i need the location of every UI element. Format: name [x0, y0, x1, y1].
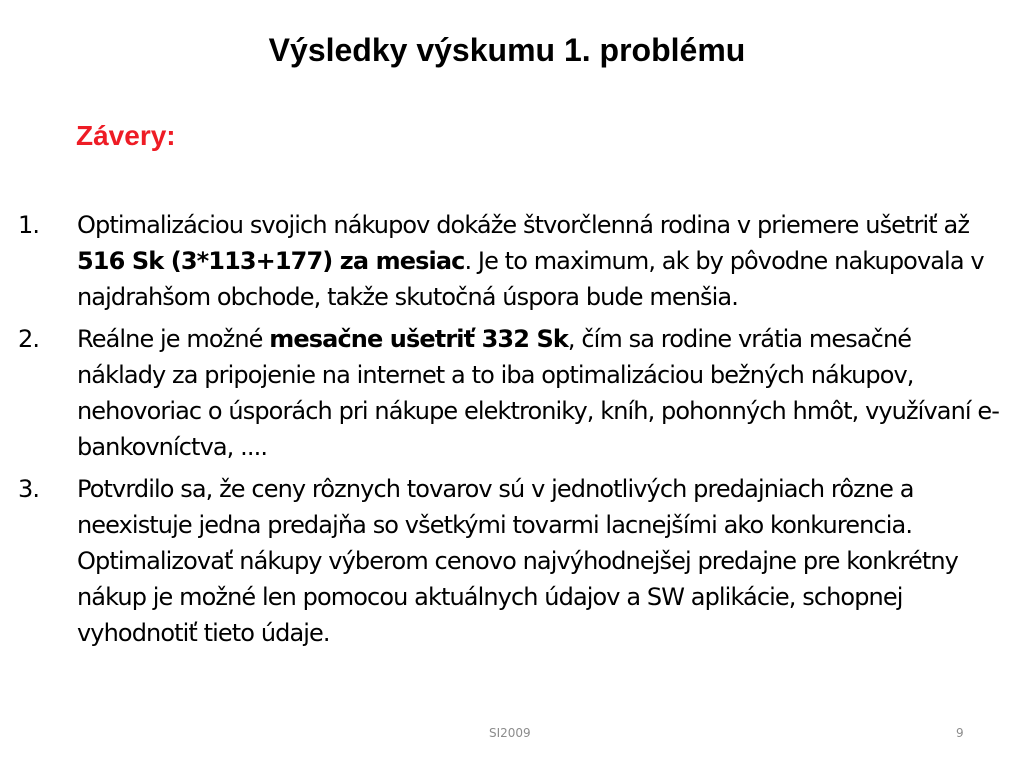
- list-item: [0, 471, 1004, 651]
- footer-label: SI2009: [489, 726, 531, 740]
- slide-title: Výsledky výskumu 1. problému: [268, 32, 746, 68]
- list-item-emphasis: mesačne ušetriť 332 Sk: [269, 325, 568, 353]
- list-item-text: , čím sa rodine vrátia mesačné náklady za pripojenie na internet a to iba optimalizáciou bežných nákupov, nehovoriac o úsporách pri nákupe elektroniky, kníh, pohonných hmôt, využívaní e-bankovníctva, ....: [77, 325, 999, 461]
- list-item-text: Reálne je možné: [77, 325, 270, 353]
- page-number: 9: [956, 726, 964, 740]
- list-item: [0, 207, 1004, 315]
- list-item-text: . Je to maximum, ak by pôvodne nakupovala v najdrahšom obchode, takže skutočná úspora bude menšia.: [77, 247, 984, 311]
- list-item-emphasis: 516 Sk (3*113+177) za mesiac: [77, 247, 465, 275]
- list-item-number: 2.: [18, 325, 40, 353]
- list-item-number: 1.: [18, 211, 40, 239]
- list-item-text: Optimalizáciou svojich nákupov dokáže štvorčlenná rodina v priemere ušetriť až: [77, 211, 970, 239]
- conclusions-list: [0, 207, 1004, 657]
- slide-subtitle: Závery:: [76, 120, 176, 151]
- list-item-number: 3.: [18, 475, 40, 503]
- list-item-text: Potvrdilo sa, že ceny rôznych tovarov sú v jednotlivých predajniach rôzne a neexistuje jedna predajňa so všetkými tovarmi lacnejšími ako konkurencia. Optimalizovať nákupy výberom cenovo najvýhodnejšej predajne pre konkrétny nákup je možné len pomocou aktuálnych údajov a SW aplikácie, schopnej vyhodnotiť tieto údaje.: [77, 475, 958, 647]
- list-item: [0, 321, 1004, 465]
